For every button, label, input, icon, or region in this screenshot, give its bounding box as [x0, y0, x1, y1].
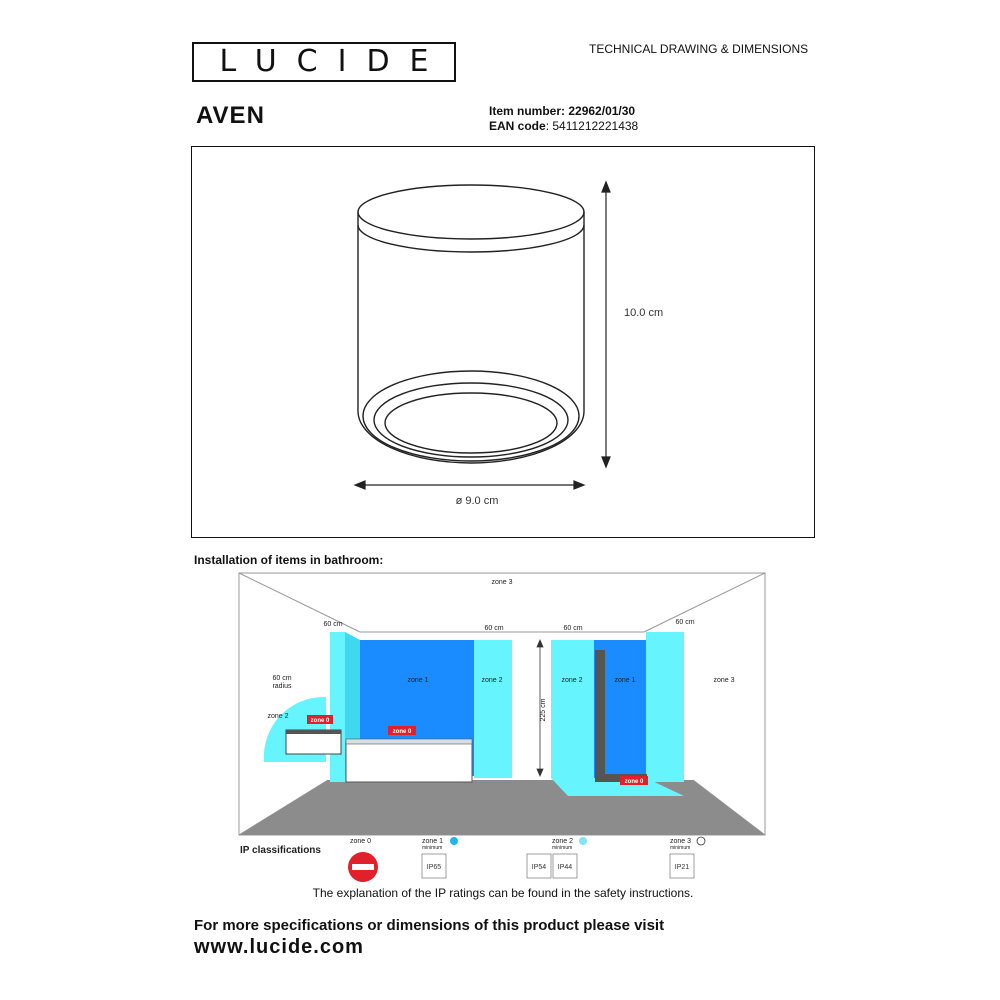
top-rim: [358, 185, 584, 239]
ip65-label: IP65: [426, 864, 442, 871]
bottom-ring-outer: [363, 371, 579, 461]
ip-title: IP classifications: [240, 845, 321, 856]
zone1-dot: [450, 837, 458, 845]
label-zone2-left: zone 2: [481, 677, 503, 684]
ip-footnote: The explanation of the IP ratings can be found in the safety instructions.: [312, 886, 694, 900]
bottom-ring-mid: [374, 383, 568, 457]
zone2-right: [551, 640, 594, 778]
ip-zone1-min: minimum: [422, 845, 443, 851]
diameter-label: ø 9.0 cm: [455, 495, 499, 507]
label-zone0-shower: zone 0: [624, 779, 644, 785]
ip-zone2-min: minimum: [552, 845, 573, 851]
product-drawing: [191, 146, 815, 538]
ip-zone3-min: minimum: [670, 845, 691, 851]
zone2-dot: [579, 837, 587, 845]
label-60-left: 60 cm: [323, 621, 343, 628]
shower-screen: [595, 650, 605, 782]
item-number-label: Item number:: [489, 104, 566, 118]
item-number-value: 22962/01/30: [568, 104, 636, 118]
label-zone0-sink: zone 0: [310, 718, 330, 724]
ip44-label: IP44: [557, 864, 573, 871]
label-225: 225 cm: [540, 698, 547, 722]
ip54-label: IP54: [531, 864, 547, 871]
bottom-lens: [385, 393, 557, 453]
ean-row: [489, 119, 638, 133]
ean-value: : 5411212221438: [545, 119, 639, 133]
footer-text: For more specifications or dimensions of this product please visit: [194, 917, 665, 934]
label-zone2-right: zone 2: [561, 677, 583, 684]
label-60-right: 60 cm: [675, 619, 695, 626]
height-label: 10.0 cm: [624, 307, 664, 319]
label-radius-line2: radius: [272, 683, 292, 690]
brand-logo: LUCIDE: [219, 44, 449, 79]
floor: [239, 780, 765, 835]
ip-zone1-label: zone 1: [422, 838, 444, 845]
label-60-mid2: 60 cm: [563, 625, 583, 632]
label-zone2-sink: zone 2: [267, 713, 289, 720]
ip21-label: IP21: [674, 864, 690, 871]
label-60-mid1: 60 cm: [484, 625, 504, 632]
label-radius-line1: 60 cm: [272, 675, 292, 682]
product-name: AVEN: [196, 102, 265, 129]
ip-zone3-label: zone 3: [670, 838, 692, 845]
label-zone3-top: zone 3: [491, 579, 513, 586]
bottom-outline: [358, 411, 584, 463]
item-number-row: [489, 104, 635, 118]
label-zone0-bath: zone 0: [392, 729, 412, 735]
zone3-dot: [697, 837, 705, 845]
zone2-right-strip: [646, 632, 684, 782]
label-zone1-right: zone 1: [614, 677, 636, 684]
ip-zone2-label: zone 2: [552, 838, 574, 845]
ip-classifications: [238, 834, 768, 886]
ean-label: EAN code: [489, 119, 546, 133]
ip-zone0-label: zone 0: [350, 838, 372, 845]
label-zone1-left: zone 1: [407, 677, 429, 684]
diameter-dimension: [355, 481, 584, 489]
zone2-left: [474, 640, 512, 778]
bathtub: [346, 742, 472, 782]
zone2-left-strip: [330, 632, 345, 782]
height-dimension: [602, 182, 610, 467]
document-type: TECHNICAL DRAWING & DIMENSIONS: [589, 42, 809, 56]
bathroom-section-title: Installation of items in bathroom:: [194, 553, 384, 567]
label-zone3-right: zone 3: [713, 677, 735, 684]
footer-url-link[interactable]: www.lucide.com: [194, 936, 364, 958]
